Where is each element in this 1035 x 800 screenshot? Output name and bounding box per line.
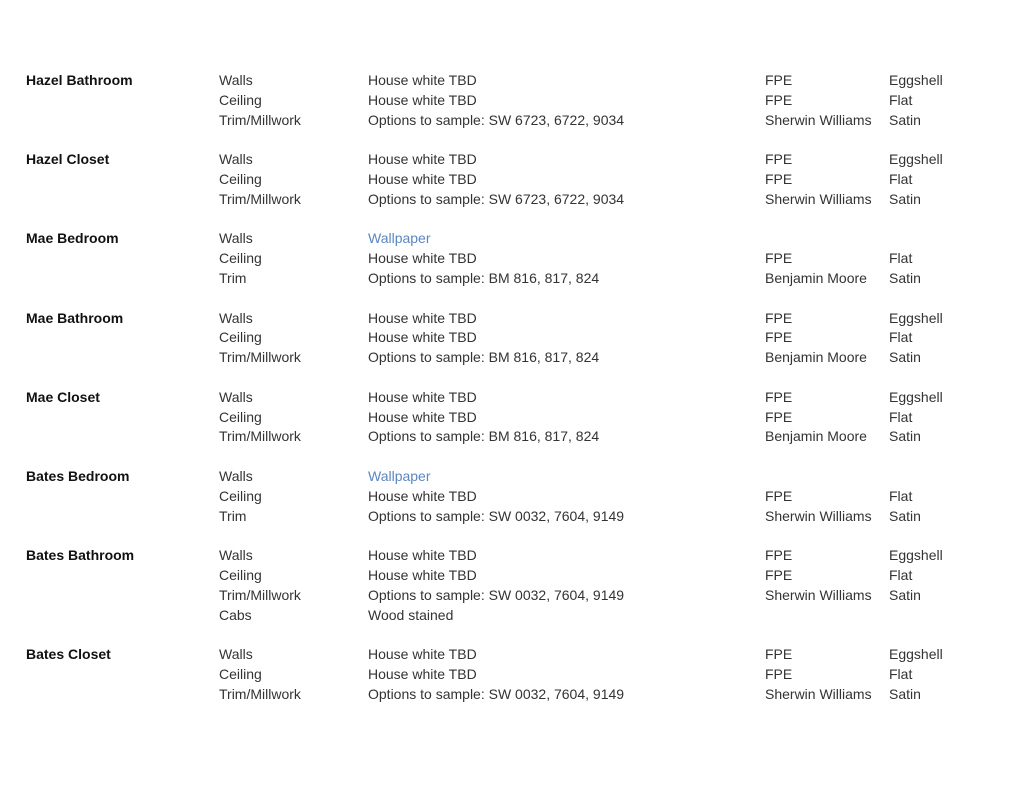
surface-cell: Trim/Millwork: [219, 190, 301, 207]
color-cell: Options to sample: SW 6723, 6722, 9034: [368, 190, 625, 207]
finish-cell: Satin: [889, 428, 921, 445]
surface-cell: Ceiling: [219, 566, 262, 583]
room-name: Mae Closet: [26, 388, 100, 405]
surface-cell: Walls: [219, 309, 253, 326]
finish-cell: Satin: [889, 269, 921, 286]
finish-cell: Flat: [889, 170, 913, 187]
color-cell: House white TBD: [368, 170, 477, 187]
surface-cell: Trim/Millwork: [219, 111, 301, 128]
color-cell: House white TBD: [368, 309, 477, 326]
room-name: Hazel Bathroom: [26, 72, 133, 88]
brand-cell: Sherwin Williams: [765, 507, 872, 524]
schedule-row: [0, 407, 1035, 427]
color-cell: Options to sample: SW 6723, 6722, 9034: [368, 111, 625, 128]
surface-cell: Ceiling: [219, 250, 262, 267]
finish-cell: Eggshell: [889, 151, 943, 168]
finish-cell: Eggshell: [889, 547, 943, 564]
finish-cell: Flat: [889, 408, 913, 425]
surface-cell: Trim/Millwork: [219, 349, 301, 366]
room-name: Mae Bedroom: [26, 230, 119, 247]
schedule-row: [0, 169, 1035, 189]
finish-cell: Eggshell: [889, 309, 943, 326]
surface-cell: Ceiling: [219, 91, 262, 108]
schedule-row: [0, 347, 1035, 367]
color-cell: House white TBD: [368, 329, 477, 346]
color-cell: House white TBD: [368, 665, 477, 682]
finish-cell: Satin: [889, 507, 921, 524]
room-name: Bates Bathroom: [26, 547, 135, 564]
finish-cell: Eggshell: [889, 72, 943, 88]
brand-cell: Sherwin Williams: [765, 586, 872, 603]
color-cell: House white TBD: [368, 566, 477, 583]
room-name: Mae Bathroom: [26, 309, 124, 326]
brand-cell: FPE: [765, 151, 793, 168]
finish-cell: Satin: [889, 111, 921, 128]
surface-cell: Walls: [219, 230, 253, 247]
schedule-row: [0, 387, 1035, 407]
brand-cell: Sherwin Williams: [765, 111, 872, 128]
color-cell: Options to sample: SW 0032, 7604, 9149: [368, 586, 625, 603]
schedule-row: [0, 664, 1035, 684]
surface-cell: Trim: [219, 507, 247, 524]
brand-cell: Benjamin Moore: [765, 349, 867, 366]
finish-cell: Flat: [889, 329, 913, 346]
finish-cell: Satin: [889, 586, 921, 603]
schedule-row: [0, 90, 1035, 110]
schedule-row: [0, 327, 1035, 347]
surface-cell: Trim/Millwork: [219, 428, 301, 445]
schedule-row: [0, 545, 1035, 565]
color-cell: Options to sample: BM 816, 817, 824: [368, 269, 600, 286]
color-cell: Options to sample: BM 816, 817, 824: [368, 428, 600, 445]
schedule-row: [0, 506, 1035, 526]
finish-cell: Flat: [889, 91, 913, 108]
schedule-row: [0, 149, 1035, 169]
brand-cell: FPE: [765, 309, 793, 326]
room-name: Hazel Closet: [26, 151, 110, 168]
color-cell: House white TBD: [368, 646, 477, 663]
brand-cell: FPE: [765, 72, 793, 88]
brand-cell: FPE: [765, 646, 793, 663]
schedule-row: [0, 426, 1035, 446]
wallpaper-link[interactable]: Wallpaper: [368, 468, 431, 484]
finish-cell: Satin: [889, 190, 921, 207]
finish-cell: Satin: [889, 685, 921, 702]
surface-cell: Trim/Millwork: [219, 685, 301, 702]
brand-cell: FPE: [765, 408, 793, 425]
schedule-row: [0, 248, 1035, 268]
brand-cell: Sherwin Williams: [765, 685, 872, 702]
brand-cell: Sherwin Williams: [765, 190, 872, 207]
color-cell: House white TBD: [368, 388, 477, 405]
color-cell: House white TBD: [368, 547, 477, 564]
schedule-row: [0, 189, 1035, 209]
schedule-row: [0, 585, 1035, 605]
schedule-row: [0, 110, 1035, 130]
surface-cell: Ceiling: [219, 408, 262, 425]
brand-cell: FPE: [765, 547, 793, 564]
schedule-row: [0, 308, 1035, 328]
surface-cell: Ceiling: [219, 329, 262, 346]
finish-cell: Flat: [889, 487, 913, 504]
surface-cell: Walls: [219, 72, 253, 88]
brand-cell: FPE: [765, 91, 793, 108]
surface-cell: Walls: [219, 468, 253, 484]
brand-cell: FPE: [765, 329, 793, 346]
finish-cell: Eggshell: [889, 388, 943, 405]
surface-cell: Cabs: [219, 606, 252, 623]
surface-cell: Walls: [219, 547, 253, 564]
color-cell: Options to sample: SW 0032, 7604, 9149: [368, 507, 625, 524]
color-cell: House white TBD: [368, 487, 477, 504]
surface-cell: Walls: [219, 646, 253, 663]
finish-cell: Flat: [889, 566, 913, 583]
color-cell: Options to sample: SW 0032, 7604, 9149: [368, 685, 625, 702]
room-name: Bates Bedroom: [26, 468, 130, 484]
color-cell: House white TBD: [368, 408, 477, 425]
wallpaper-link[interactable]: Wallpaper: [368, 230, 431, 247]
surface-cell: Ceiling: [219, 665, 262, 682]
color-cell: House white TBD: [368, 91, 477, 108]
finish-cell: Flat: [889, 250, 913, 267]
brand-cell: Benjamin Moore: [765, 269, 867, 286]
color-cell: Options to sample: BM 816, 817, 824: [368, 349, 600, 366]
brand-cell: FPE: [765, 487, 793, 504]
color-cell: Wood stained: [368, 606, 454, 623]
brand-cell: FPE: [765, 170, 793, 187]
finish-cell: Flat: [889, 665, 913, 682]
room-name: Bates Closet: [26, 646, 111, 663]
schedule-row: [0, 268, 1035, 288]
surface-cell: Trim: [219, 269, 247, 286]
schedule-row: [0, 565, 1035, 585]
finish-cell: Eggshell: [889, 646, 943, 663]
finish-cell: Satin: [889, 349, 921, 366]
surface-cell: Trim/Millwork: [219, 586, 301, 603]
color-cell: House white TBD: [368, 151, 477, 168]
brand-cell: FPE: [765, 388, 793, 405]
surface-cell: Ceiling: [219, 170, 262, 187]
schedule-row: [0, 684, 1035, 704]
brand-cell: FPE: [765, 250, 793, 267]
surface-cell: Ceiling: [219, 487, 262, 504]
surface-cell: Walls: [219, 151, 253, 168]
surface-cell: Walls: [219, 388, 253, 405]
color-cell: House white TBD: [368, 250, 477, 267]
schedule-row: [0, 70, 1035, 90]
schedule-row: [0, 228, 1035, 248]
schedule-row: [0, 644, 1035, 664]
color-cell: House white TBD: [368, 72, 477, 88]
schedule-row: [0, 466, 1035, 486]
schedule-row: [0, 605, 1035, 625]
schedule-row: [0, 486, 1035, 506]
brand-cell: FPE: [765, 665, 793, 682]
brand-cell: Benjamin Moore: [765, 428, 867, 445]
brand-cell: FPE: [765, 566, 793, 583]
